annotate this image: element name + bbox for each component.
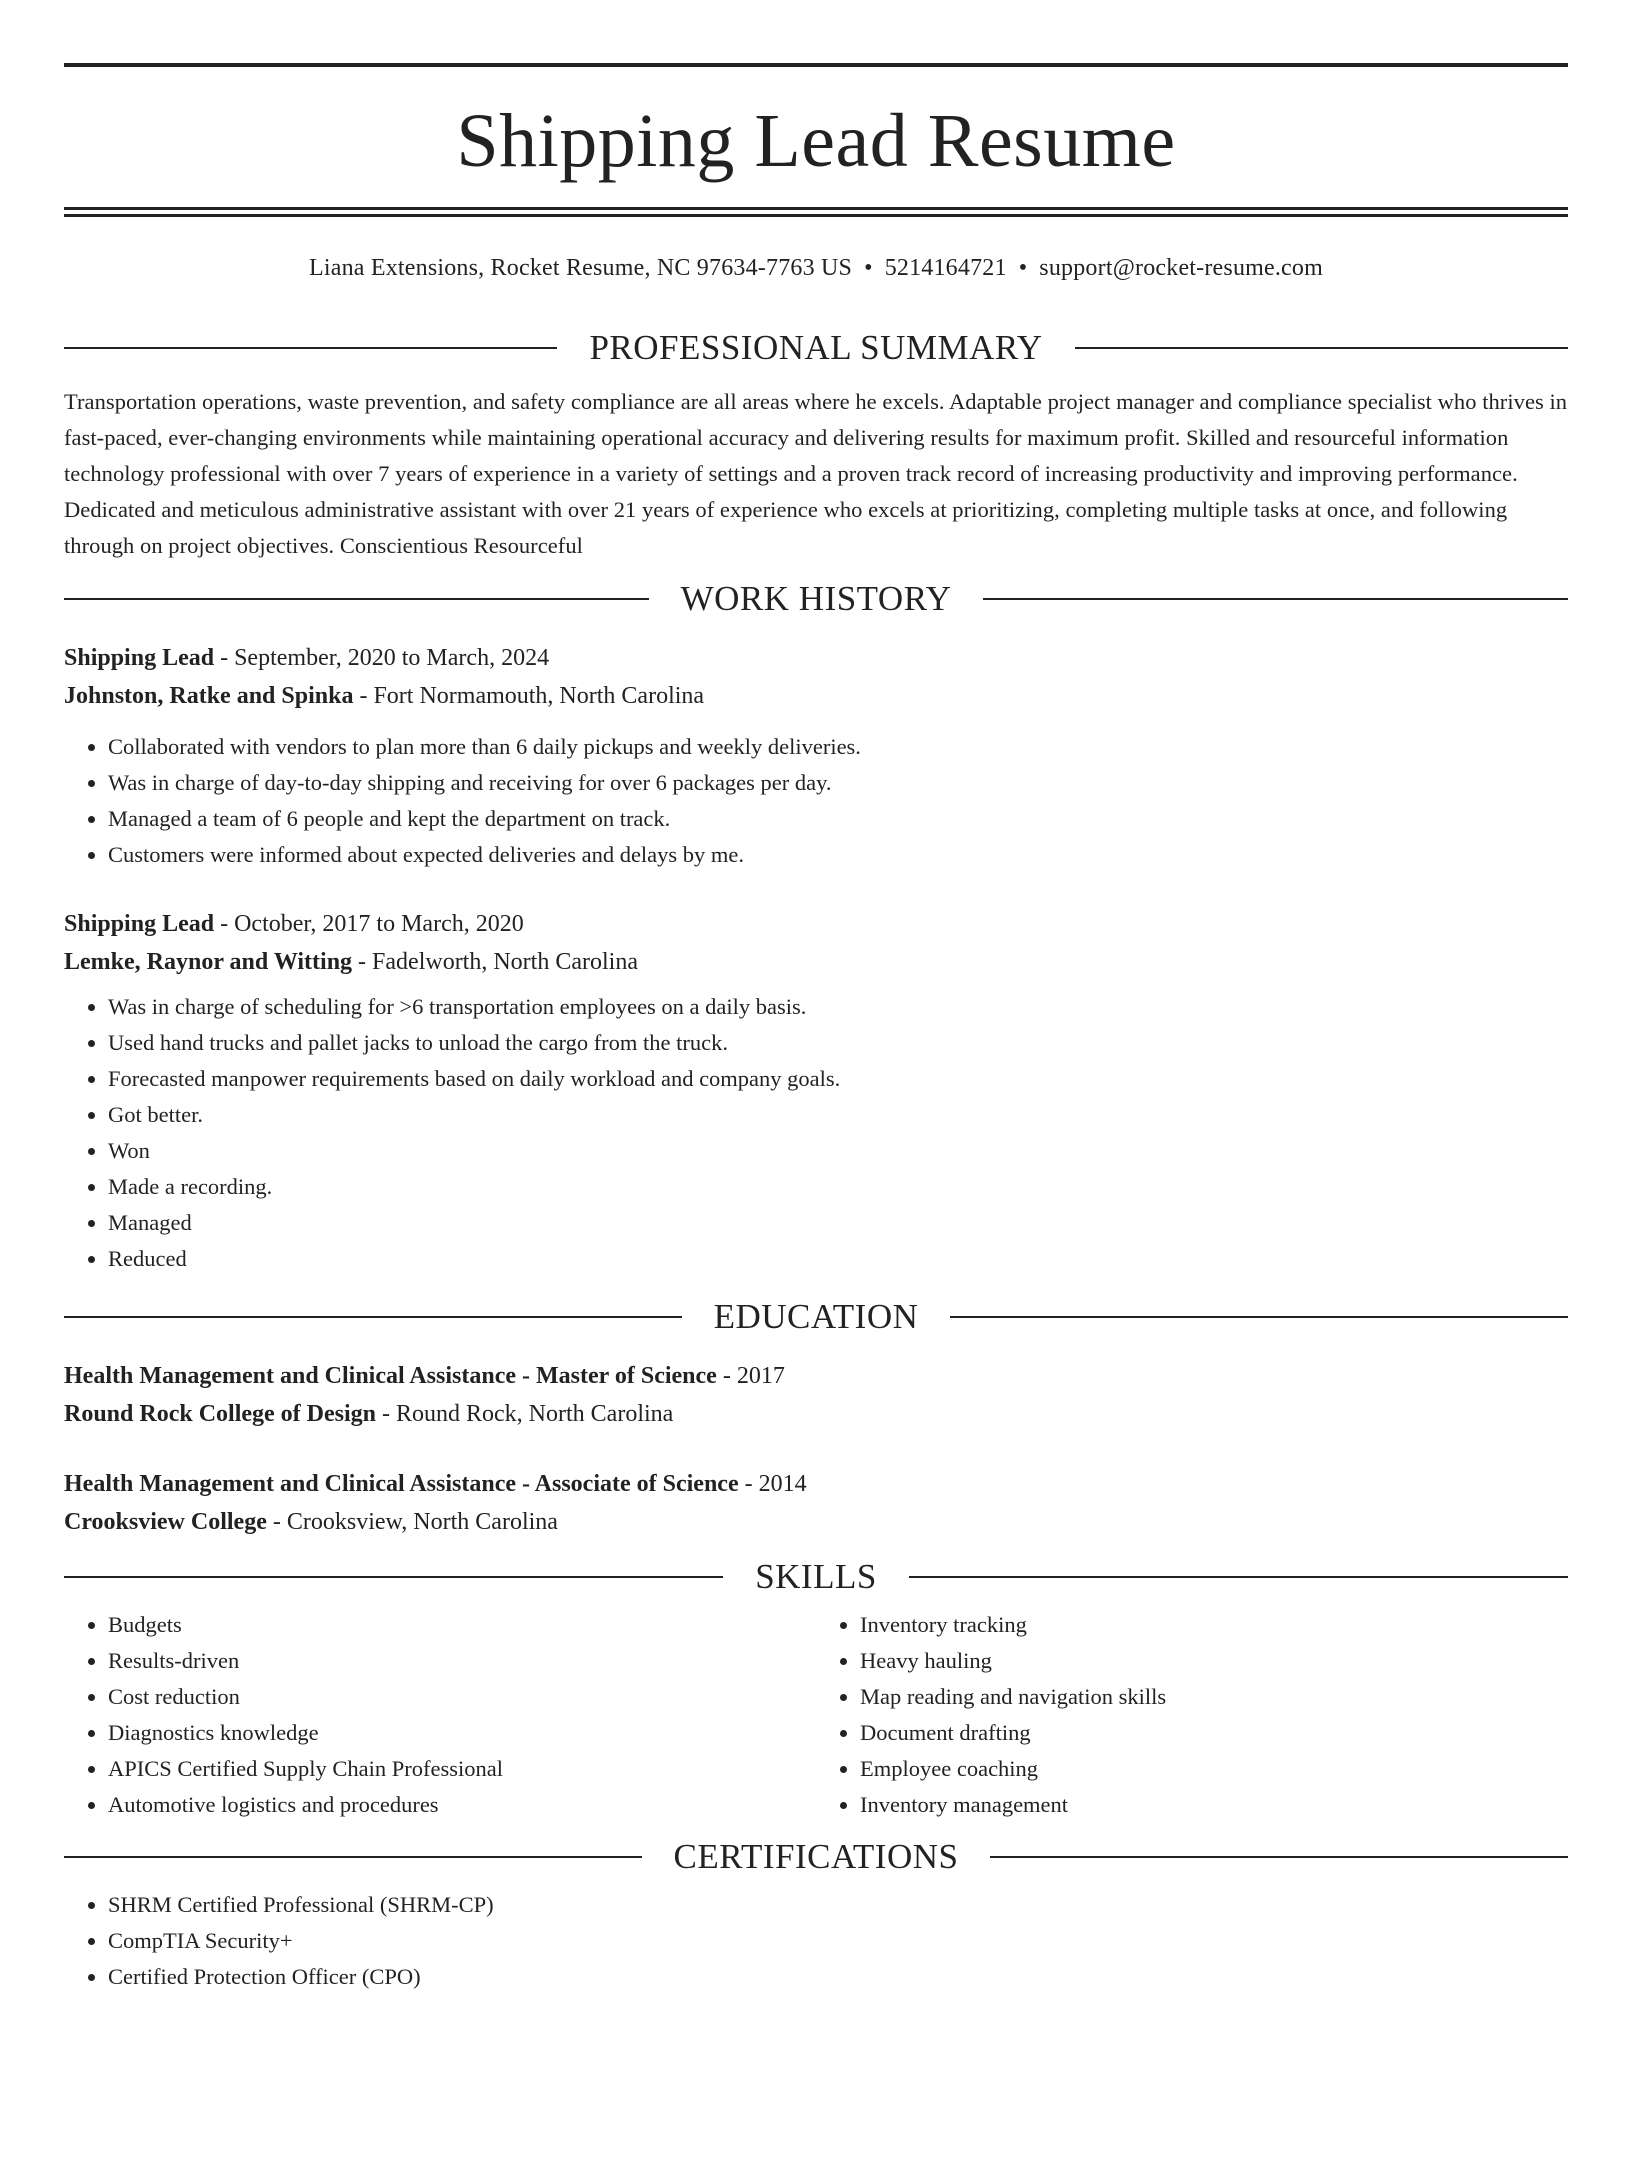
heading-rule xyxy=(990,1856,1568,1858)
list-item: • Diagnostics knowledge xyxy=(108,1715,816,1751)
job-location: - Fort Normamouth, North Carolina xyxy=(353,683,705,709)
list-item: • Certified Protection Officer (CPO) xyxy=(108,1959,1568,1995)
job-entry xyxy=(64,905,1568,1277)
skills-left-list xyxy=(64,1607,816,1823)
skills-right-list xyxy=(816,1607,1568,1823)
job-company-line xyxy=(64,943,1568,981)
school-location: - Crooksview, North Carolina xyxy=(266,1509,558,1535)
heading-rule xyxy=(983,598,1568,600)
list-item: • Used hand trucks and pallet jacks to unload the cargo from the truck. xyxy=(108,1025,1568,1061)
section-title: SKILLS xyxy=(755,1557,877,1596)
list-item: • Made a recording. xyxy=(108,1169,1568,1205)
education-entry xyxy=(64,1357,1568,1433)
school-line xyxy=(64,1395,1568,1433)
list-item: • Results-driven xyxy=(108,1643,816,1679)
list-item: • Map reading and navigation skills xyxy=(860,1679,1568,1715)
heading-rule xyxy=(64,1316,682,1318)
list-item: • APICS Certified Supply Chain Professional xyxy=(108,1751,816,1787)
list-item: • Document drafting xyxy=(860,1715,1568,1751)
list-item: • Inventory management xyxy=(860,1787,1568,1823)
section-title: WORK HISTORY xyxy=(680,579,952,618)
section-heading-summary xyxy=(64,326,1568,370)
job-bullets xyxy=(64,989,1568,1277)
list-item: • Reduced xyxy=(108,1241,1568,1277)
list-item: • Won xyxy=(108,1133,1568,1169)
list-item: • Got better. xyxy=(108,1097,1568,1133)
section-title: PROFESSIONAL SUMMARY xyxy=(589,328,1043,367)
list-item: • Managed xyxy=(108,1205,1568,1241)
list-item: • Managed a team of 6 people and kept the department on track. xyxy=(108,801,1568,837)
list-item: • Forecasted manpower requirements based on daily workload and company goals. xyxy=(108,1061,1568,1097)
section-heading-skills xyxy=(64,1555,1568,1599)
contact-address: Liana Extensions, Rocket Resume, NC 97634-7763 US xyxy=(309,255,853,281)
contact-phone: 5214164721 xyxy=(884,255,1007,281)
list-item: • Budgets xyxy=(108,1607,816,1643)
page-title: Shipping Lead Resume xyxy=(456,99,1176,183)
heading-rule xyxy=(64,598,649,600)
job-location: - Fadelworth, North Carolina xyxy=(352,949,638,975)
school: Round Rock College of Design xyxy=(64,1401,377,1427)
education-entry xyxy=(64,1465,1568,1541)
list-item: • Collaborated with vendors to plan more than 6 daily pickups and weekly deliveries. xyxy=(108,729,1568,765)
school-location: - Round Rock, North Carolina xyxy=(376,1401,674,1427)
list-item: • CompTIA Security+ xyxy=(108,1923,1568,1959)
list-item: • Inventory tracking xyxy=(860,1607,1568,1643)
school-line xyxy=(64,1503,1568,1541)
job-dates: - October, 2017 to March, 2020 xyxy=(214,911,524,937)
degree-line xyxy=(64,1357,1568,1395)
contact-separator: • xyxy=(864,255,873,281)
degree-year: - 2017 xyxy=(716,1363,785,1389)
heading-rule xyxy=(950,1316,1568,1318)
list-item: • Was in charge of day-to-day shipping and receiving for over 6 packages per day. xyxy=(108,765,1568,801)
job-title: Shipping Lead xyxy=(64,645,215,671)
degree-line xyxy=(64,1465,1568,1503)
contact-line xyxy=(64,251,1568,285)
degree: Health Management and Clinical Assistance - Associate of Science xyxy=(64,1471,739,1497)
school: Crooksview College xyxy=(64,1509,267,1535)
section-title: CERTIFICATIONS xyxy=(673,1837,959,1876)
job-dates: - September, 2020 to March, 2024 xyxy=(214,645,550,671)
job-company: Johnston, Ratke and Spinka xyxy=(64,683,354,709)
resume-page xyxy=(0,63,1632,2175)
contact-separator: • xyxy=(1018,255,1028,281)
list-item: • Employee coaching xyxy=(860,1751,1568,1787)
list-item: • SHRM Certified Professional (SHRM-CP) xyxy=(108,1887,1568,1923)
certifications-list xyxy=(64,1887,1568,1995)
degree-year: - 2014 xyxy=(738,1471,807,1497)
heading-rule xyxy=(64,347,557,349)
list-item: • Cost reduction xyxy=(108,1679,816,1715)
skills-columns xyxy=(64,1607,1568,1823)
heading-rule xyxy=(64,1856,642,1858)
list-item: • Customers were informed about expected deliveries and delays by me. xyxy=(108,837,1568,873)
section-heading-certifications xyxy=(64,1835,1568,1879)
section-heading-education xyxy=(64,1295,1568,1339)
degree: Health Management and Clinical Assistance - Master of Science xyxy=(64,1363,717,1389)
heading-rule xyxy=(64,1576,723,1578)
summary-text: Transportation operations, waste prevention, and safety compliance are all areas where he excels. Adaptable project manager and compliance specialist who thrives in fast-paced, ever-changing environments while maintaining operational accuracy and delivering results for maximum profit. Skilled and resourceful information technology professional with over 7 years of experience in a variety of settings and a proven track record of increasing productivity and improving performance. Dedicated and meticulous administrative assistant with over 21 years of experience who excels at prioritizing, completing multiple tasks at once, and following through on project objectives. Conscientious Resourceful xyxy=(64,389,1568,558)
section-title: EDUCATION xyxy=(713,1297,919,1336)
heading-rule xyxy=(909,1576,1568,1578)
list-item: • Automotive logistics and procedures xyxy=(108,1787,816,1823)
job-title-line xyxy=(64,905,1568,943)
job-bullets xyxy=(64,729,1568,873)
heading-rule xyxy=(1075,347,1568,349)
title-double-rule xyxy=(64,207,1568,217)
job-company-line xyxy=(64,677,1568,715)
list-item: • Was in charge of scheduling for >6 transportation employees on a daily basis. xyxy=(108,989,1568,1025)
section-heading-work xyxy=(64,577,1568,621)
job-title: Shipping Lead xyxy=(64,911,215,937)
job-entry xyxy=(64,639,1568,873)
job-title-line xyxy=(64,639,1568,677)
list-item: • Heavy hauling xyxy=(860,1643,1568,1679)
contact-email[interactable]: support@rocket-resume.com xyxy=(1039,255,1323,281)
job-company: Lemke, Raynor and Witting xyxy=(64,949,353,975)
